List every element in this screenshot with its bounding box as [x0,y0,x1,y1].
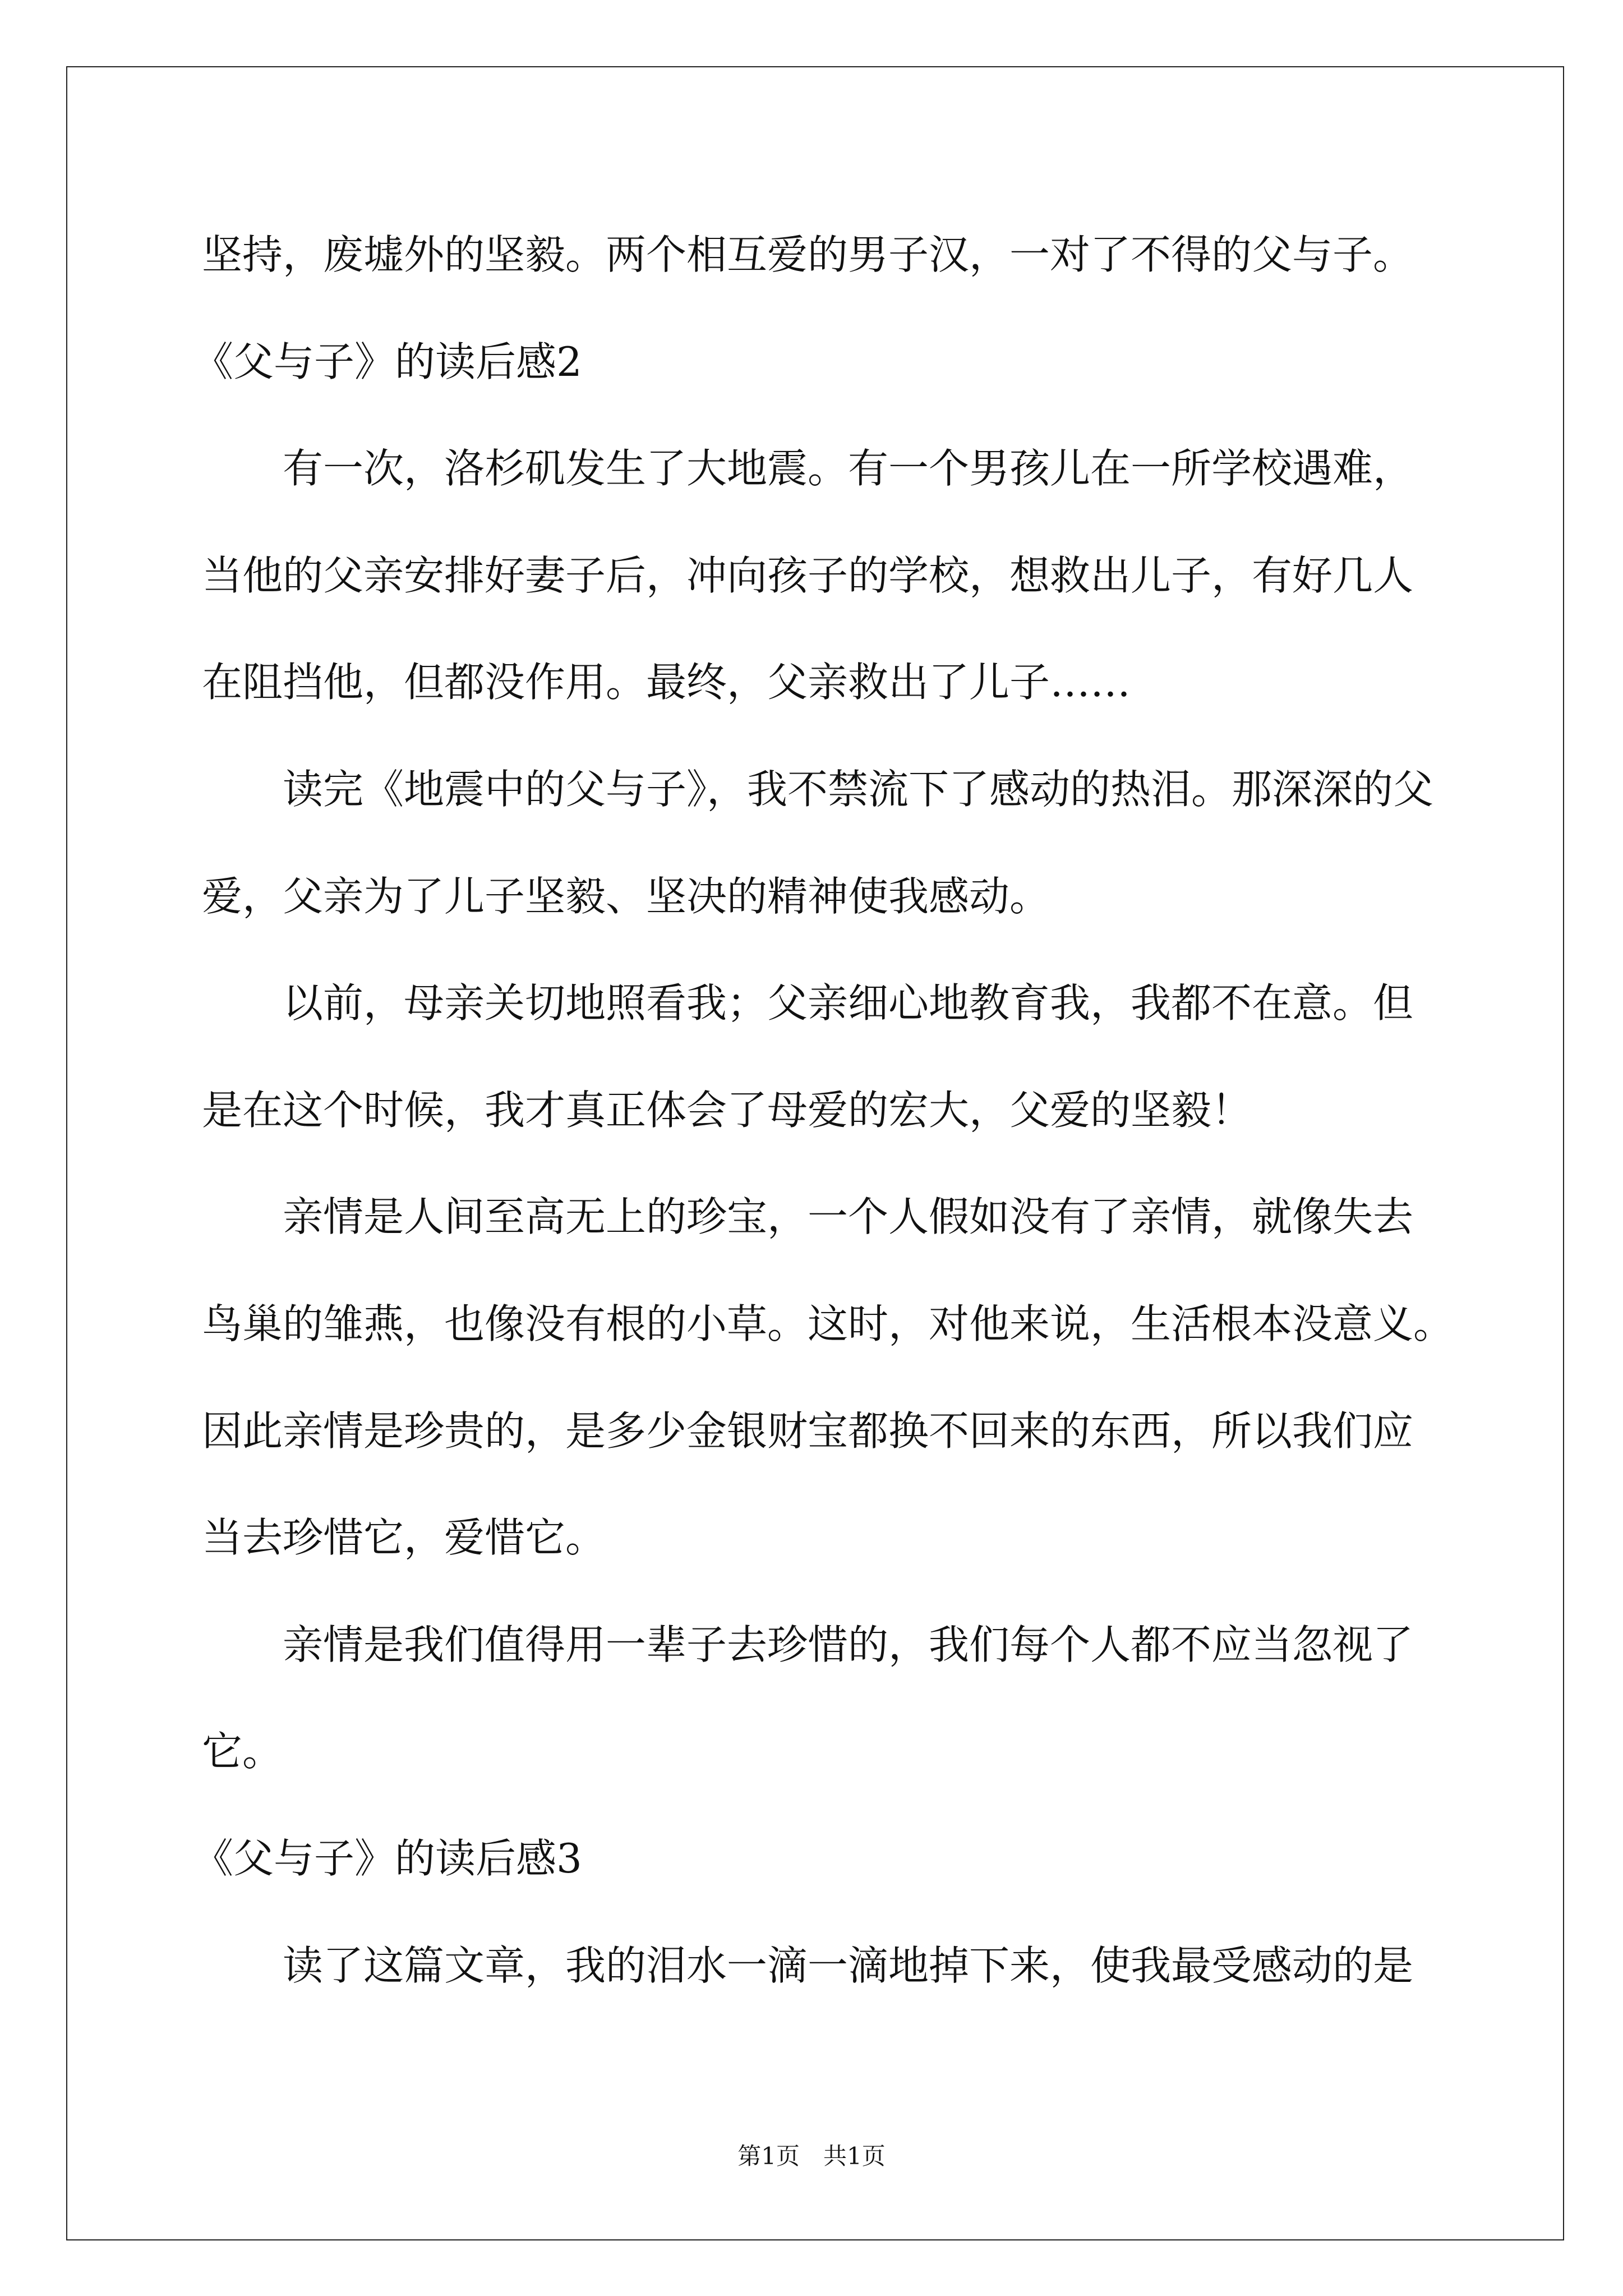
paragraph-line: 当去珍惜它，爱惜它。 [202,1514,606,1562]
paragraph-line: 有一次，洛杉矶发生了大地震。有一个男孩儿在一所学校遇难， [283,445,1414,493]
paragraph-line: 在阻挡他，但都没作用。最终，父亲救出了儿子…… [202,659,1131,706]
paragraph-line: 以前，母亲关切地照看我；父亲细心地教育我，我都不在意。但 [283,979,1414,1027]
paragraph-line: 爱，父亲为了儿子坚毅、坚决的精神使我感动。 [202,872,1050,920]
paragraph-line: 因此亲情是珍贵的，是多少金银财宝都换不回来的东西，所以我们应 [202,1407,1414,1455]
paragraph-line: 是在这个时候，我才真正体会了母爱的宏大，父爱的坚毅！ [202,1086,1252,1134]
paragraph-line: 亲情是我们值得用一辈子去珍惜的，我们每个人都不应当忽视了 [283,1621,1414,1668]
section-heading: 《父与子》的读后感3 [193,1834,582,1882]
paragraph-line: 它。 [202,1728,283,1775]
paragraph-line: 当他的父亲安排好妻子后，冲向孩子的学校，想救出儿子，有好几人 [202,551,1414,599]
paragraph-line: 鸟巢的雏燕，也像没有根的小草。这时，对他来说，生活根本没意义。 [202,1300,1454,1347]
continuation-line: 坚持，废墟外的坚毅。两个相互爱的男子汉，一对了不得的父与子。 [202,231,1414,278]
section-heading: 《父与子》的读后感2 [193,338,582,385]
paragraph-line: 读完《地震中的父与子》，我不禁流下了感动的热泪。那深深的父 [283,765,1434,813]
page-footer: 第1页 共1页 [737,2142,886,2170]
paragraph-line: 读了这篇文章，我的泪水一滴一滴地掉下来，使我最受感动的是 [283,1941,1414,1989]
paragraph-line: 亲情是人间至高无上的珍宝，一个人假如没有了亲情，就像失去 [283,1193,1414,1241]
document-body [0,201,1623,2019]
